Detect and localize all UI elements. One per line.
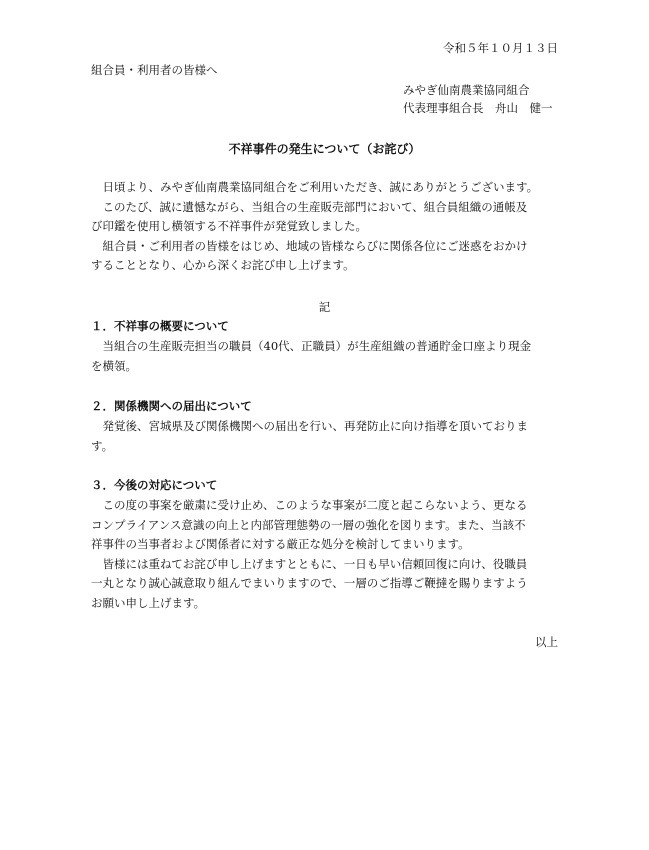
addressee: 組合員・利用者の皆様へ: [91, 63, 218, 77]
intro-line: することとなり、心から深くお詫び申し上げます。: [91, 258, 355, 272]
closing-mark: 以上: [535, 635, 558, 649]
intro-line: このたび、誠に遺憾ながら、当組合の生産販売部門において、組合員組織の通帳及: [91, 199, 528, 214]
document-title: 不祥事件の発生について（お詫び）: [228, 142, 421, 156]
body-line: す。: [91, 438, 114, 453]
body-line: 一丸となり誠心誠意取り組んでまいりますので、一層のご指導ご鞭撻を賜りますよう: [91, 576, 528, 590]
body-line: 発覚後、宮城県及び関係機関への届出を行い、再発防止に向け指導を頂いておりま: [91, 419, 528, 433]
intro-line: 組合員・ご利用者の皆様をはじめ、地域の皆様ならびに関係各位にご迷惑をおかけ: [91, 238, 528, 253]
sender-organization: みやぎ仙南農業協同組合: [403, 83, 530, 97]
section-heading-report: ２．関係機関への届出について: [91, 399, 252, 413]
section-heading-response: ３．今後の対応について: [91, 478, 218, 492]
document-date: 令和５年１０月１３日: [443, 41, 558, 55]
sender-representative: 代表理事組合長 舟山 健一: [403, 101, 553, 115]
intro-line: び印鑑を使用し横領する不祥事件が発覚致しました。: [91, 219, 367, 233]
body-line: を横領。: [91, 358, 137, 373]
intro-paragraph: [91, 178, 563, 276]
section-heading-overview: １．不祥事の概要について: [91, 319, 229, 333]
section-body-overview: [91, 337, 563, 376]
body-line: この度の事案を厳粛に受け止め、このような事案が二度と起こらないよう、更なる: [91, 498, 528, 512]
body-line: 祥事件の当事者および関係者に対する厳正な処分を検討してまいります。: [91, 537, 470, 551]
body-line: コンプライアンス意識の向上と内部管理態勢の一層の強化を図ります。また、当該不: [91, 517, 526, 532]
body-line: 皆様には重ねてお詫び申し上げますとともに、一日も早い信頼回復に向け、役職員: [91, 556, 528, 571]
section-body-report: [91, 417, 563, 456]
section-body-response: [91, 496, 563, 613]
intro-line: 日頃より、みやぎ仙南農業協同組合をご利用いただき、誠にありがとうございます。: [91, 180, 539, 194]
body-line: お願い申し上げます。: [91, 595, 206, 610]
body-line: 当組合の生産販売担当の職員（40代、正職員）が生産組織の普通貯金口座より現金: [91, 339, 532, 353]
ki-marker: 記: [318, 300, 331, 314]
